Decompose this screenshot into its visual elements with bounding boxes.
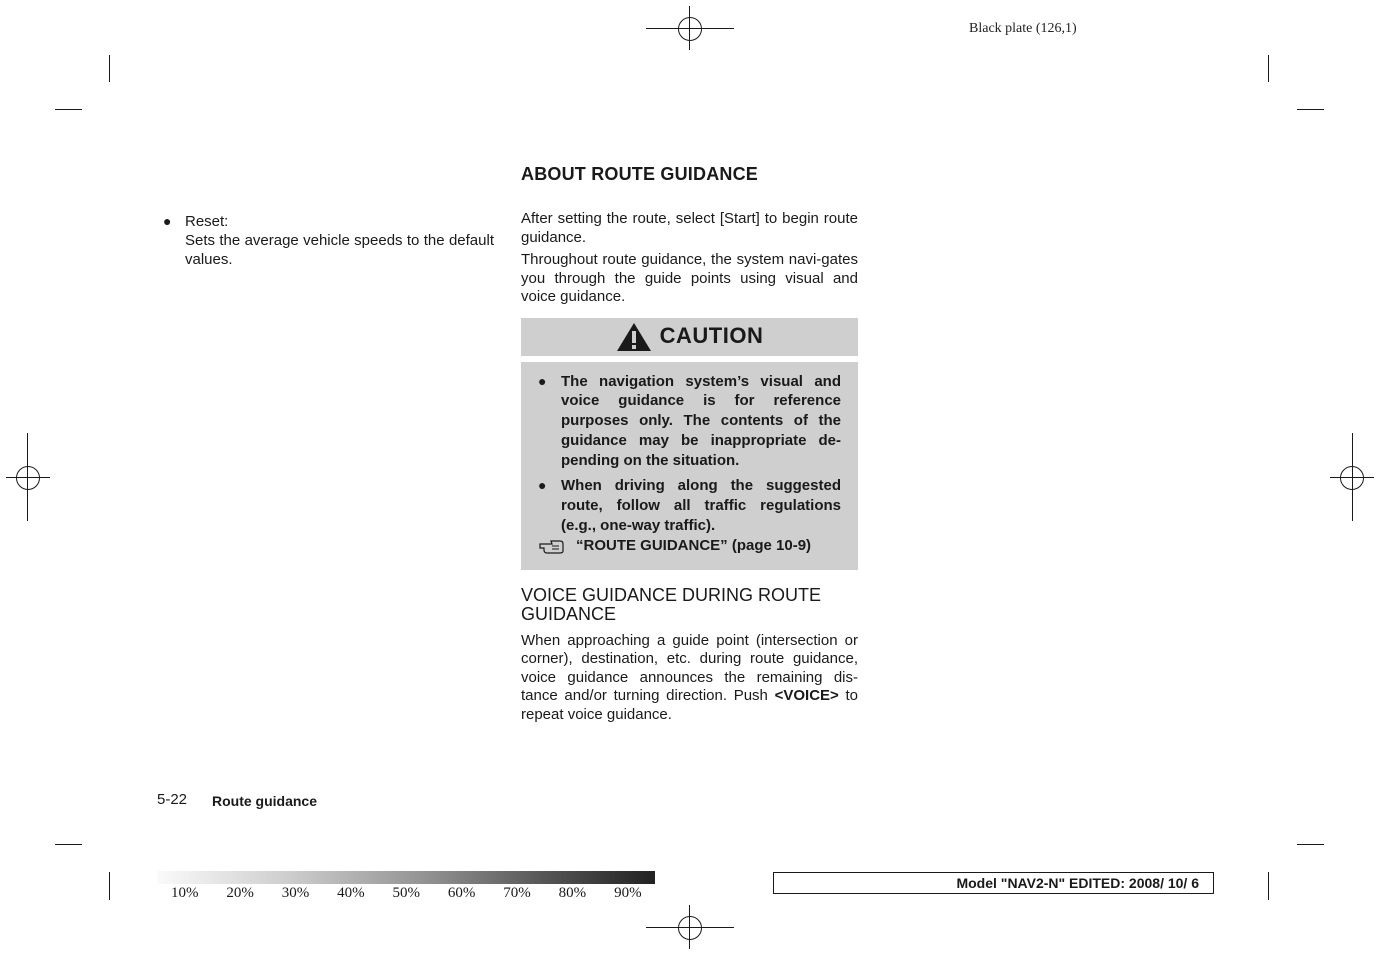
bullet-icon: ● xyxy=(538,477,547,494)
tone-scale-bar xyxy=(157,871,655,884)
scale-label: 20% xyxy=(226,885,254,901)
tone-scale-labels xyxy=(157,885,657,902)
caution-body xyxy=(521,362,858,570)
section-heading: ABOUT ROUTE GUIDANCE xyxy=(521,164,758,184)
scale-label: 40% xyxy=(337,885,365,901)
scale-label: 50% xyxy=(392,885,420,901)
plate-label: Black plate (126,1) xyxy=(969,21,1077,36)
caution-text: The navigation system’s visual and voice guidance is for reference purposes only. The contents of the guidance may be inappropriate de-pending on the situation. xyxy=(561,372,841,469)
scale-label: 90% xyxy=(614,885,642,901)
caution-bullet xyxy=(538,476,841,535)
page-reference xyxy=(538,536,841,556)
right-column xyxy=(521,163,858,728)
warning-icon xyxy=(616,322,652,352)
scale-label: 80% xyxy=(558,885,587,901)
item-description: Sets the average vehicle speeds to the default values. xyxy=(185,232,494,268)
voice-guidance-heading: VOICE GUIDANCE DURING ROUTE GUIDANCE xyxy=(521,584,822,624)
caution-bullet xyxy=(538,372,841,471)
guidance-paragraph: Throughout route guidance, the system navi-gates you through the guide points using visual and voice guidance. xyxy=(521,251,858,305)
model-edited-box: Model "NAV2-N" EDITED: 2008/ 10/ 6 xyxy=(773,872,1214,894)
page-number: 5-22 xyxy=(157,791,188,808)
bullet-icon: ● xyxy=(538,372,547,389)
bullet-icon: ● xyxy=(163,213,172,229)
voice-key: <VOICE> xyxy=(774,687,839,705)
voice-guidance-paragraph: When approaching a guide point (intersection or corner), destination, etc. during route guidance, voice guidance announces the remaining dis-tance and/or turning direction. Push <VOICE> to repeat voice guidance. xyxy=(521,631,858,723)
intro-paragraph: After setting the route, select [Start] to begin route guidance. xyxy=(521,210,858,246)
caution-title: CAUTION xyxy=(659,323,764,349)
pointing-hand-icon xyxy=(538,537,570,555)
reference-text: “ROUTE GUIDANCE” (page 10-9) xyxy=(576,536,812,554)
list-item xyxy=(163,212,494,269)
scale-label: 10% xyxy=(170,885,199,901)
footer-section-title: Route guidance xyxy=(212,793,318,809)
scale-label: 60% xyxy=(447,885,476,901)
item-label: Reset: xyxy=(185,213,229,230)
scale-label: 70% xyxy=(503,885,531,901)
left-column xyxy=(163,212,494,269)
caution-text: When driving along the suggested route, follow all traffic regulations (e.g., one-way traffic). xyxy=(561,477,841,535)
caution-header xyxy=(521,318,858,356)
scale-label: 30% xyxy=(281,885,310,901)
